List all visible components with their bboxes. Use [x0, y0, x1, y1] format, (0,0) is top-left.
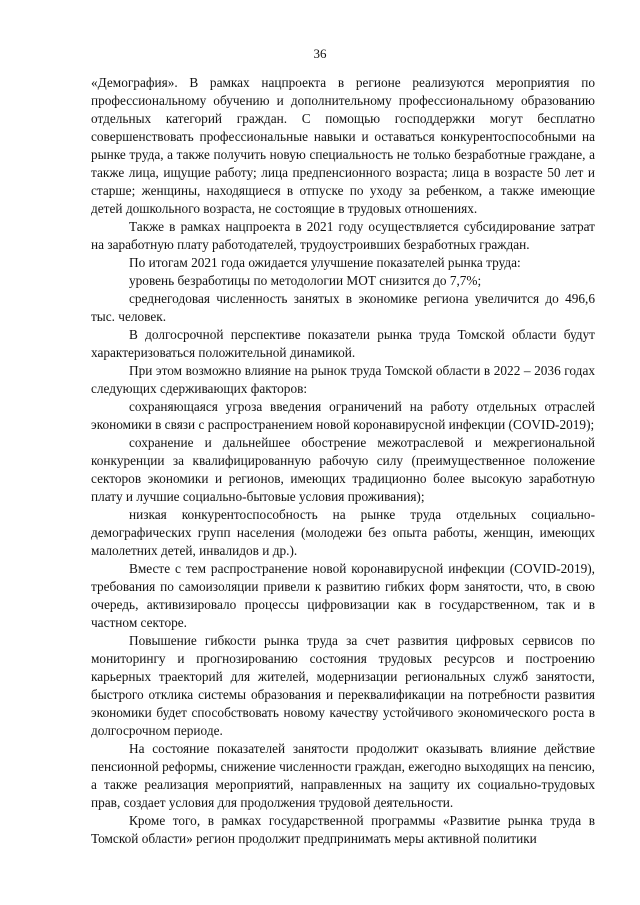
paragraph-digital-services: Повышение гибкости рынка труда за счет развития цифровых сервисов по мониторингу и прогнозированию состояния трудовых ресурсов и построению карьерных траекторий для жителей, модернизации региональных служб занятости, быстрого отклика системы образования и переквалификации на потребности развития экономики будет способствовать новому качеству устойчивого экономического роста в долгосрочном периоде.: [91, 633, 595, 738]
paragraph-pension-reform: На состояние показателей занятости продолжит оказывать влияние действие пенсионной реформы, снижение численности граждан, ежегодно выходящих на пенсию, а также реализация мероприятий, направленных на защиту их социально-трудовых прав, создает условия для продолжения трудовой деятельности.: [91, 741, 595, 810]
paragraph-factor-competition: сохранение и дальнейшее обострение межотраслевой и межрегиональной конкуренции за квалифицированную рабочую силу (преимущественное положение секторов экономики и регионов, имеющих традиционно более высокую заработную плату и лучшие социально-бытовые условия проживания);: [91, 435, 595, 504]
paragraph-factor-low-competitiveness: низкая конкурентоспособность на рынке труда отдельных социально-демографических групп населения (молодежи без опыта работы, женщин, имеющих малолетних детей, инвалидов и др.).: [91, 507, 595, 558]
paragraph-unemployment-rate: уровень безработицы по методологии МОТ снизится до 7,7%;: [129, 273, 482, 288]
page-number: 36: [313, 46, 327, 61]
body-text: [91, 74, 595, 848]
paragraph-subsidy: Также в рамках нацпроекта в 2021 году осуществляется субсидирование затрат на заработную плату работодателей, трудоустроивших безработных граждан.: [91, 219, 595, 252]
paragraph-employment-count: среднегодовая численность занятых в экономике региона увеличится до 496,6 тыс. человек.: [91, 291, 595, 324]
paragraph-factor-restrictions: сохраняющаяся угроза введения ограничений на работу отдельных отраслей экономики в связи с распространением новой коронавирусной инфекции (COVID-2019);: [91, 399, 595, 432]
paragraph-demography-continuation: «Демография». В рамках нацпроекта в регионе реализуются мероприятия по профессиональному обучению и дополнительному профессиональному образованию отдельных категорий граждан. С помощью господдержки могут бесплатно совершенствовать профессиональные навыки и оставаться конкурентоспособными на рынке труда, а также получить новую специальность не только безработные граждане, а также лица, ищущие работу; лица предпенсионного возраста; лица в возрасте 50 лет и старше; женщины, находящиеся в отпуске по уходу за ребенком, а также имеющие детей дошкольного возраста, не состоящие в трудовых отношениях.: [91, 75, 595, 216]
paragraph-long-term-outlook: В долгосрочной перспективе показатели рынка труда Томской области будут характеризоваться положительной динамикой.: [91, 327, 595, 360]
paragraph-constraining-factors: При этом возможно влияние на рынок труда Томской области в 2022 – 2036 годах следующих сдерживающих факторов:: [91, 363, 595, 396]
paragraph-2021-results: По итогам 2021 года ожидается улучшение показателей рынка труда:: [129, 255, 521, 270]
paragraph-covid-flexible-employment: Вместе с тем распространение новой коронавирусной инфекции (COVID-2019), требования по самоизоляции привели к развитию гибких форм занятости, что, в свою очередь, активизировало процессы цифровизации как в государственном, так и в частном секторе.: [91, 561, 595, 630]
paragraph-state-program: Кроме того, в рамках государственной программы «Развитие рынка труда в Томской области» регион продолжит предпринимать меры активной политики: [91, 813, 595, 846]
